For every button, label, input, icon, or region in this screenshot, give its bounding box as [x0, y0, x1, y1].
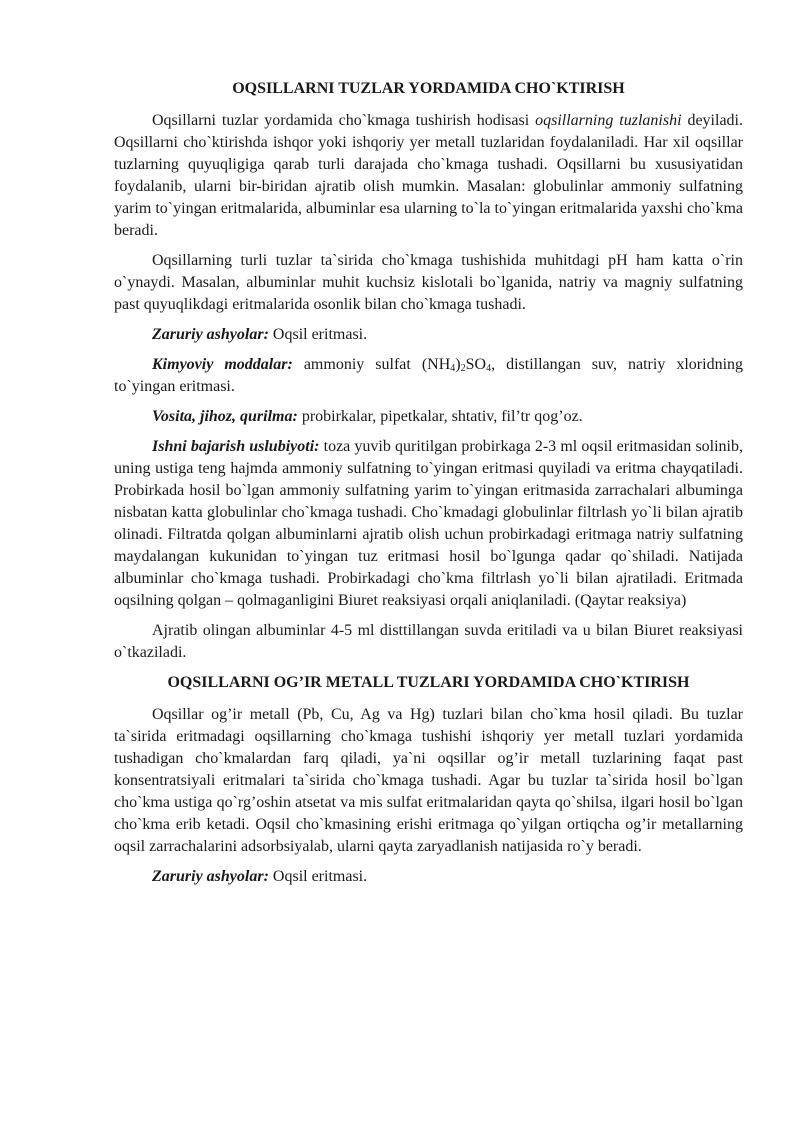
subscript: 4: [450, 363, 456, 374]
procedure-text: toza yuvib quritilgan probirkaga 2-3 ml oqsil eritmasidan solinib, uning ustiga teng hajmda ammoniy sulfatning to`yingan eritmasi quyiladi va eritma chayqatiladi. Probirkada hosil bo`lgan ammoniy sulfatning yarim to`yingan eritmasida zarrachalari albuminga nisbatan katta globulinlar cho`kmaga tushadi. Cho`kmadagi globulinlar filtrlash yo`li bilan ajratib olinadi. Filtratda qolgan albuminlarni ajratib olish uchun probirkadagi eritmaga natriy sulfatning maydalangan kukunidan to`yingan tuz eritmasi hosil bo`lgunga qadar qo`shiladi. Natijada albuminlar cho`kmaga tushadi. Probirkadagi cho`kma filtrlash yo`li bilan ajratiladi. Eritmada oqsilning qolgan – qolmaganligini Biuret reaksiyasi orqali aniqlaniladi. (Qaytar reaksiya): [114, 438, 744, 609]
materials-text: Oqsil eritmasi.: [268, 868, 368, 885]
paragraph-materials: [114, 324, 743, 346]
paragraph-salting-intro: [114, 110, 743, 242]
paragraph-text: Oqsillarni tuzlar yordamida cho`kmaga tushirish hodisasi: [152, 112, 536, 129]
chemicals-text: , distillangan suv, natriy xloridning to`yingan eritmasi.: [114, 356, 744, 395]
materials-label: Zaruriy ashyolar:: [152, 868, 269, 885]
procedure-label: Ishni bajarish uslubiyoti:: [152, 438, 320, 455]
chemicals-label: Kimyoviy moddalar:: [152, 356, 293, 373]
equipment-text: probirkalar, pipetkalar, shtativ, fil’tr qog’oz.: [297, 408, 583, 425]
equipment-label: Vosita, jihoz, qurilma:: [152, 408, 298, 425]
paragraph-chemicals: [114, 354, 743, 398]
subscript: 2: [460, 363, 466, 374]
subscript: 4: [486, 363, 492, 374]
chemicals-text: ammoniy sulfat (NH: [292, 356, 451, 373]
paragraph-albumin-test: Ajratib olingan albuminlar 4-5 ml disttillangan suvda eritiladi va u bilan Biuret reaksiyasi o`tkaziladi.: [114, 622, 743, 661]
chemicals-text: ): [455, 356, 461, 373]
chemicals-text: SO: [465, 356, 487, 373]
paragraph-materials-2: [114, 866, 743, 888]
term-salting: oqsillarning tuzlanishi: [535, 112, 682, 129]
paragraph-ph-role: Oqsillarning turli tuzlar ta`sirida cho`kmaga tushishida muhitdagi pH ham katta o`rin o`ynaydi. Masalan, albuminlar muhit kuchsiz kislotali bo`lganida, natriy va magniy sulfatning past quyuqlikdagi eritmalarida osonlik bilan cho`kmaga tushadi.: [114, 252, 743, 313]
materials-text: Oqsil eritmasi.: [268, 326, 368, 343]
paragraph-heavy-metals: Oqsillar og’ir metall (Pb, Cu, Ag va Hg) tuzlari bilan cho`kma hosil qiladi. Bu tuzlar ta`sirida eritmadagi oqsillarning cho`kmaga tushishi ishqoriy yer metall tuzlari yordamida tushadigan cho`kmalardan farq qiladi, ya`ni oqsillar og’ir metall tuzlarining faqat past konsentratsiyali eritmalari ta`sirida cho`kmaga tushadi. Agar bu tuzlar ta`sirida hosil bo`lgan cho`kma ustiga qo`rg’oshin atsetat va mis sulfat eritmalaridan qayta qo`shilsa, ilgari hosil bo`lgan cho`kma erib ketadi. Oqsil cho`kmasining erishi eritmaga qo`yilgan ortiqcha og’ir metallarning oqsil zarrachalarini adsorbsiyalab, ularni qayta zaryadlanish natijasida ro`y beradi.: [114, 706, 743, 855]
paragraph-equipment: [114, 406, 743, 428]
materials-label: Zaruriy ashyolar:: [152, 326, 269, 343]
section-title-heavy-metals: OQSILLARNI OG’IR METALL TUZLARI YORDAMIDA CHO`KTIRISH: [167, 674, 690, 691]
paragraph-procedure: [114, 436, 743, 612]
section-title-salts: OQSILLARNI TUZLAR YORDAMIDA CHO`KTIRISH: [232, 80, 625, 97]
paragraph-text: deyiladi. Oqsillarni cho`ktirishda ishqor yoki ishqoriy yer metall tuzlaridan foydalaniladi. Har xil oqsillar tuzlarning quyuqligiga qarab turli darajada cho`kmaga tushadi. Oqsillarni bu xususiyatidan foydalanib, ularni bir-biridan ajratib olish mumkin. Masalan: globulinlar ammoniy sulfatning yarim to`yingan eritmalarida, albuminlar esa ularning to`la to`yingan eritmalarida yaxshi cho`kma beradi.: [114, 112, 743, 239]
